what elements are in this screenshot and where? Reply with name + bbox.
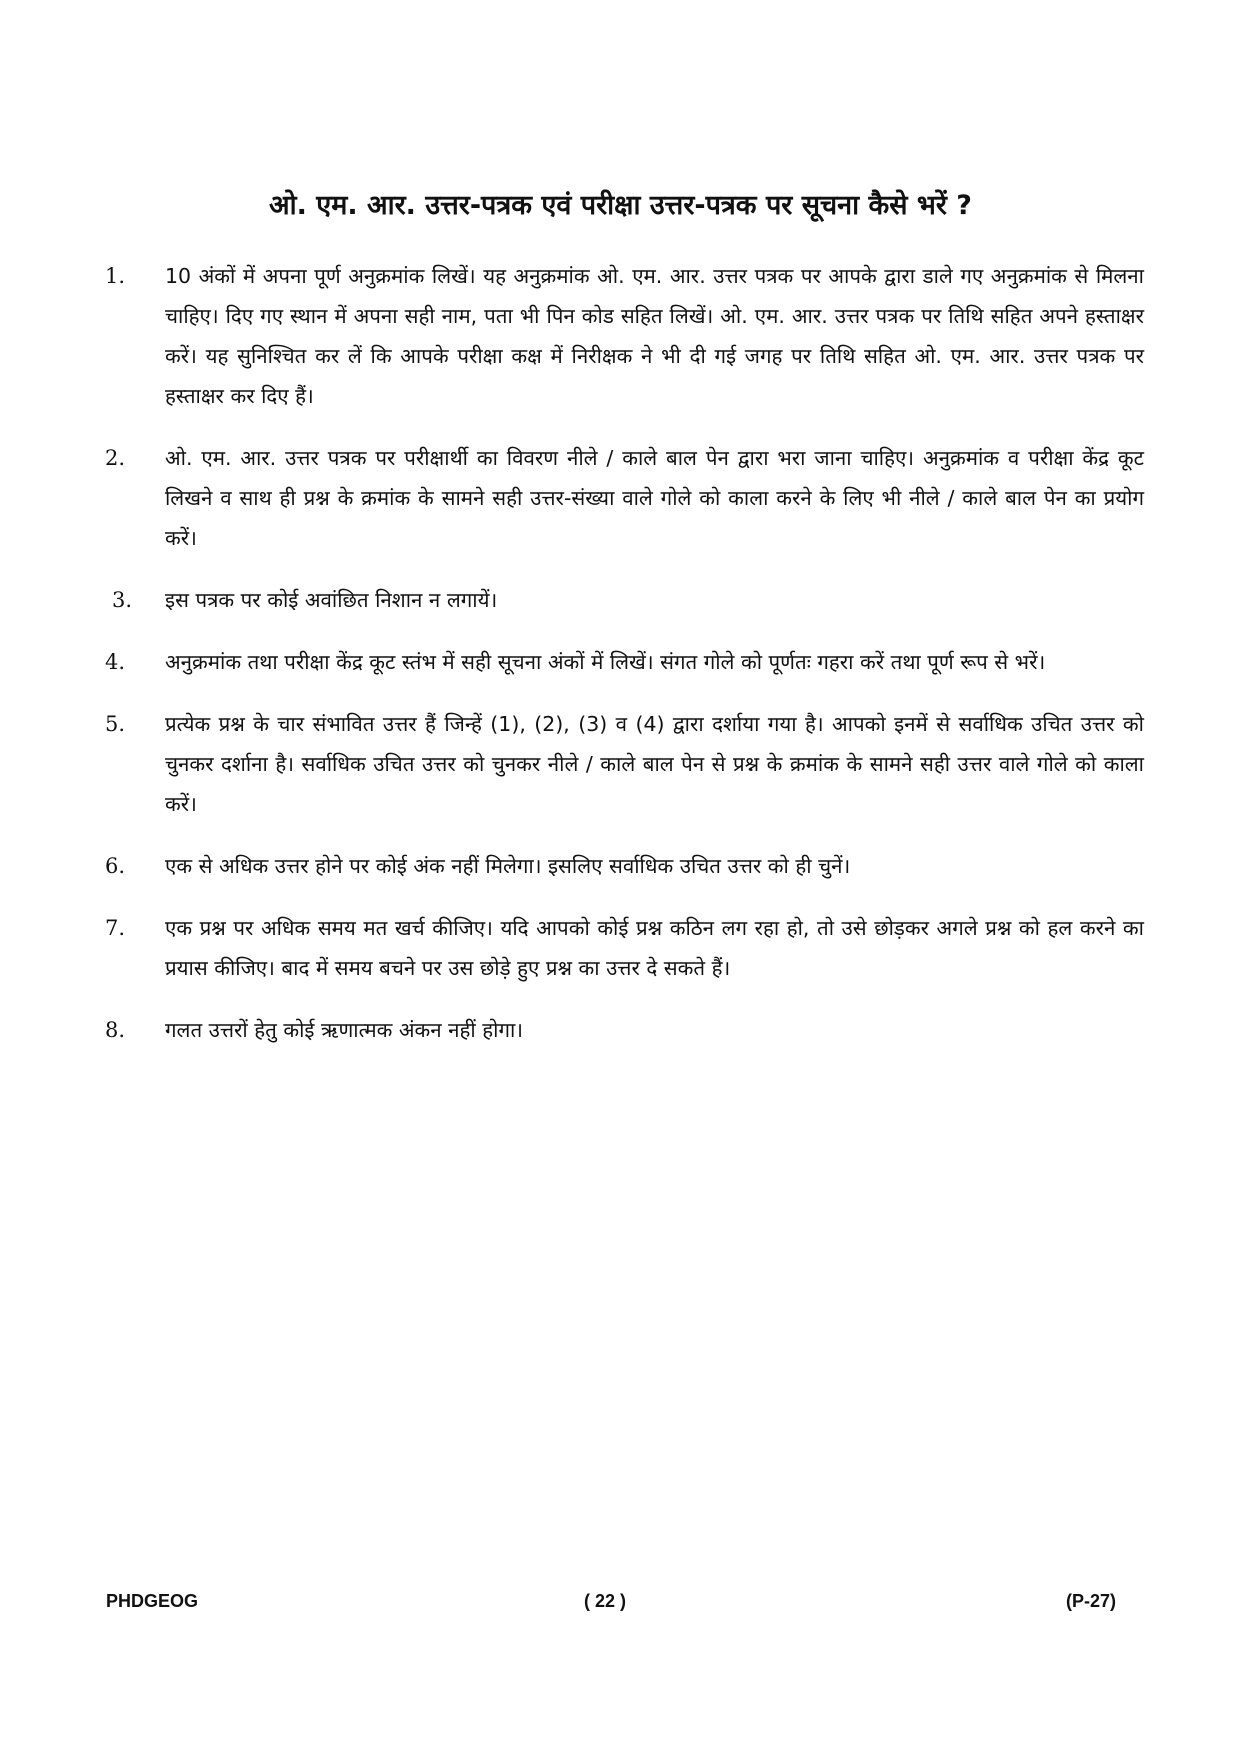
item-number: 3. — [112, 588, 133, 612]
item-number: 2. — [105, 446, 126, 470]
item-number: 5. — [105, 712, 126, 736]
item-text: 10 अंकों में अपना पूर्ण अनुक्रमांक लिखें। यह अनुक्रमांक ओ. एम. आर. उत्तर पत्रक पर आपके द्वारा डाले गए अनुक्रमांक से मिलना चाहिए। दिए गए स्थान में अपना सही नाम, पता भी पिन कोड सहित लिखें। ओ. एम. आर. उत्तर पत्रक पर तिथि सहित अपने हस्ताक्षर करें। यह सुनिश्चित कर लें कि आपके परीक्षा कक्ष में निरीक्षक ने भी दी गई जगह पर तिथि सहित ओ. एम. आर. उत्तर पत्रक पर हस्ताक्षर कर दिए हैं। — [165, 264, 1144, 408]
footer-subject-code: PHDGEOG — [106, 1591, 199, 1611]
instruction-item-8 — [98, 1010, 1144, 1050]
item-text: अनुक्रमांक तथा परीक्षा केंद्र कूट स्तंभ में सही सूचना अंकों में लिखें। संगत गोले को पूर्णतः गहरा करें तथा पूर्ण रूप से भरें। — [165, 650, 1046, 674]
instruction-list — [98, 256, 1144, 1050]
item-number: 8. — [105, 1018, 126, 1042]
footer-page-number: ( 22 ) — [584, 1591, 627, 1611]
instruction-item-7 — [98, 908, 1144, 988]
item-text: प्रत्येक प्रश्न के चार संभावित उत्तर हैं जिन्हें (1), (2), (3) व (4) द्वारा दर्शाया गया है। आपको इनमें से सर्वाधिक उचित उत्तर को चुनकर दर्शाना है। सर्वाधिक उचित उत्तर को चुनकर नीले / काले बाल पेन से प्रश्न के क्रमांक के सामने सही उत्तर वाले गोले को काला करें। — [165, 712, 1144, 816]
instruction-item-1 — [98, 256, 1144, 416]
item-text: गलत उत्तरों हेतु कोई ऋणात्मक अंकन नहीं होगा। — [165, 1018, 524, 1042]
item-number: 6. — [105, 854, 126, 878]
instruction-item-2 — [98, 438, 1144, 558]
item-text: इस पत्रक पर कोई अवांछित निशान न लगायें। — [165, 588, 498, 612]
instruction-item-5 — [98, 704, 1144, 824]
item-number: 1. — [105, 264, 126, 288]
item-number: 7. — [105, 916, 126, 940]
item-text: एक से अधिक उत्तर होने पर कोई अंक नहीं मिलेगा। इसलिए सर्वाधिक उचित उत्तर को ही चुनें। — [165, 854, 851, 878]
instruction-item-6 — [98, 846, 1144, 886]
instruction-item-3 — [98, 580, 1144, 620]
page-title: ओ. एम. आर. उत्तर-पत्रक एवं परीक्षा उत्तर-पत्रक पर सूचना कैसे भरें ? — [269, 190, 972, 221]
footer-paper-ref: (P-27) — [1066, 1591, 1117, 1611]
item-text: एक प्रश्न पर अधिक समय मत खर्च कीजिए। यदि आपको कोई प्रश्न कठिन लग रहा हो, तो उसे छोड़कर अगले प्रश्न को हल करने का प्रयास कीजिए। बाद में समय बचने पर उस छोड़े हुए प्रश्न का उत्तर दे सकते हैं। — [165, 916, 1144, 980]
item-text: ओ. एम. आर. उत्तर पत्रक पर परीक्षार्थी का विवरण नीले / काले बाल पेन द्वारा भरा जाना चाहिए। अनुक्रमांक व परीक्षा केंद्र कूट लिखने व साथ ही प्रश्न के क्रमांक के सामने सही उत्तर-संख्या वाले गोले को काला करने के लिए भी नीले / काले बाल पेन का प्रयोग करें। — [165, 446, 1144, 550]
item-number: 4. — [105, 650, 126, 674]
instruction-item-4 — [98, 642, 1144, 682]
